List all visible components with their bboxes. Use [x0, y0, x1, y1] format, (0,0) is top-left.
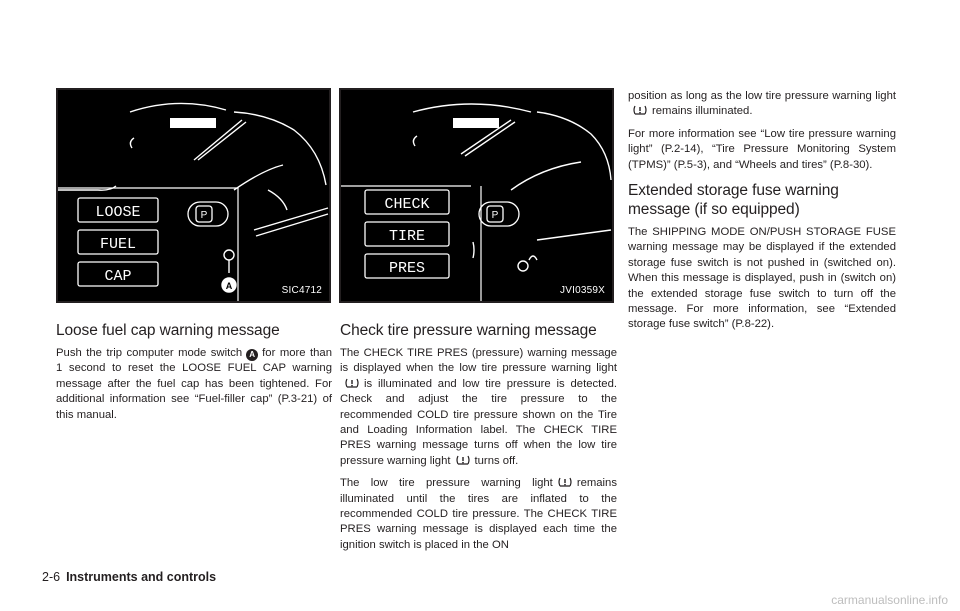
text: for more than 1 second to reset the LOOSE FUEL CAP warning message after the fuel cap has been tightened. For additional information see “Fuel-filler cap” (P.3-21) of this manual.	[56, 347, 332, 421]
figure-code: JVI0359X	[560, 285, 605, 296]
tire-pressure-warning-icon	[558, 477, 572, 487]
display-line-3: PRES	[388, 260, 426, 277]
text: remains illuminated.	[652, 105, 753, 118]
figure-check-tire-pres	[339, 88, 614, 303]
tire-pressure-warning-icon	[456, 455, 470, 465]
section-title: Extended storage fuse warning message (if so equipped)	[628, 182, 839, 219]
svg-text:P: P	[200, 210, 208, 221]
tire-pressure-warning-icon	[345, 378, 359, 388]
tire-pressure-warning-icon	[633, 105, 647, 115]
paragraph	[628, 89, 896, 120]
section-name: Instruments and controls	[66, 570, 217, 584]
figure-loose-fuel-cap	[56, 88, 331, 303]
display-line-1: LOOSE	[95, 204, 141, 221]
instrument-cluster-illustration	[58, 90, 329, 301]
text: is illuminated and low tire pressure is detected. Check and adjust the tire pressure to the recommended COLD tire pressure shown on the Tire and Loading Information label. The CHECK TIRE PRES warning message turns off when the low tire pressure warning light	[340, 377, 617, 467]
text: turns off.	[474, 454, 519, 467]
paragraph	[340, 476, 617, 553]
instrument-cluster-illustration	[341, 90, 612, 301]
text: The low tire pressure warning light	[340, 477, 553, 490]
paragraph: For more information see “Low tire pressure warning light” (P.2-14), “Tire Pressure Monitoring System (TPMS)” (P.5-3), and “Wheels and tires” (P.8-30).	[628, 127, 896, 171]
text: Push the trip computer mode switch	[56, 347, 243, 359]
display-line-2: TIRE	[388, 228, 426, 245]
paragraph: The SHIPPING MODE ON/PUSH STORAGE FUSE warning message may be displayed if the extended storage fuse switch is not pushed in (switched on). When this message is displayed, push in (switch on) the extended storage fuse switch to turn off the message. For more information, see “Extended storage fuse switch” (P.8-22).	[628, 226, 896, 331]
figure-code: SIC4712	[281, 285, 322, 296]
paragraph	[56, 346, 332, 423]
svg-text:P: P	[491, 210, 499, 221]
text: The CHECK TIRE PRES (pressure) warning message is displayed when the low tire pressure warning light	[340, 347, 617, 375]
section-title: Loose fuel cap warning message	[56, 322, 280, 339]
display-line-3: CAP	[104, 268, 132, 285]
text: position as long as the low tire pressure warning light	[628, 90, 896, 102]
display-line-2: FUEL	[99, 236, 137, 253]
page-footer	[42, 570, 216, 584]
callout-a-icon: A	[246, 349, 258, 361]
paragraph	[340, 346, 617, 469]
section-check-tire-pressure	[340, 321, 617, 553]
display-line-1: CHECK	[384, 196, 430, 213]
section-title: Check tire pressure warning message	[340, 322, 597, 339]
watermark: carmanualsonline.info	[831, 593, 948, 607]
svg-text:A: A	[225, 281, 233, 291]
section-loose-fuel-cap	[56, 321, 332, 423]
page-number: 2-6	[42, 570, 61, 584]
text: remains illuminated until the tires are inflated to the recommended COLD tire pressure. The CHECK TIRE PRES warning message is displayed each time the ignition switch is placed in the ON	[340, 477, 617, 551]
section-right-column	[628, 89, 896, 333]
